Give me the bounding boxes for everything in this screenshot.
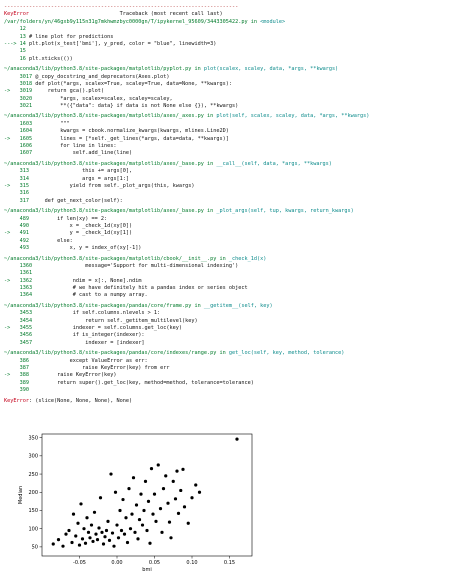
scatter-point <box>91 540 94 543</box>
code-line <box>4 183 470 190</box>
frame-file-path: /var/folders/yn/46gxb9y115n31g7mkhwmzbyc0000gn/T/ipykernel_95609/3443305422.py in <box>4 18 261 25</box>
code-text: message='Support for multi-dimensional indexing') <box>35 262 239 269</box>
line-number: 490 <box>19 222 29 229</box>
scatter-point <box>148 542 151 545</box>
scatter-point <box>147 500 150 503</box>
code-line <box>4 387 470 394</box>
scatter-point <box>114 491 117 494</box>
line-number: 12 <box>19 26 26 33</box>
scatter-point <box>187 522 190 525</box>
current-line-arrow: -> <box>4 230 20 237</box>
line-number: 1603 <box>19 120 33 127</box>
line-number: 492 <box>19 237 29 244</box>
code-text: args = args[1:] <box>32 175 129 182</box>
scatter-point <box>126 541 129 544</box>
line-number: 493 <box>19 245 29 252</box>
code-text: if self.columns.nlevels > 1: <box>35 310 161 317</box>
scatter-point <box>123 533 126 536</box>
scatter-point <box>141 523 144 526</box>
current-line-arrow <box>4 380 20 386</box>
code-text: # cast to a numpy array. <box>35 292 148 299</box>
code-text: return super().get_loc(key, method=method, tolerance=tolerance) <box>32 379 254 386</box>
line-number: 317 <box>19 197 29 204</box>
line-number: 1360 <box>19 262 33 269</box>
code-text: except ValueError as err: <box>32 357 148 364</box>
x-tick-label: 0.10 <box>186 560 198 566</box>
code-text: if is_integer(indexer): <box>35 332 145 339</box>
scatter-point <box>93 511 96 514</box>
code-text: this += args[0], <box>32 168 133 175</box>
scatter-point <box>96 538 99 541</box>
scatter-point <box>100 531 103 534</box>
scatter-point <box>70 541 73 544</box>
current-line-arrow <box>4 216 20 222</box>
scatter-point <box>136 537 139 540</box>
code-line <box>4 340 470 347</box>
scatter-point <box>144 480 147 483</box>
current-line-arrow <box>4 358 20 364</box>
code-line <box>4 74 470 81</box>
code-line <box>4 136 470 143</box>
scatter-point <box>153 492 156 495</box>
scatter-point <box>81 537 84 540</box>
scatter-point <box>88 536 91 539</box>
scatter-point <box>190 496 193 499</box>
frame-path <box>4 19 470 26</box>
current-line-arrow: -> <box>4 325 20 332</box>
scatter-point <box>79 502 82 505</box>
current-line-arrow <box>4 238 20 244</box>
traceback-separator <box>4 4 470 11</box>
line-number: 3017 <box>19 73 33 80</box>
code-text: """ <box>35 120 70 127</box>
scatter-point <box>111 531 114 534</box>
line-number: 1361 <box>19 270 33 277</box>
current-line-arrow <box>4 245 20 251</box>
current-line-arrow <box>4 318 20 324</box>
scatter-point <box>183 505 186 508</box>
code-line <box>4 34 470 41</box>
scatter-point <box>85 516 88 519</box>
code-text: indexer = [indexer] <box>35 339 145 346</box>
code-line <box>4 365 470 372</box>
code-line <box>4 380 470 387</box>
scatter-point <box>127 487 130 490</box>
frame-function: <module> <box>260 18 286 25</box>
code-line <box>4 325 470 332</box>
y-tick-label: 150 <box>28 508 38 515</box>
scatter-point <box>97 526 100 529</box>
code-text: kwargs = cbook.normalize_kwargs(kwargs, mlines.Line2D) <box>35 128 229 135</box>
scatter-point <box>52 542 55 545</box>
x-axis-label: bmi <box>142 567 152 573</box>
frame-function: plot(self, scalex, scaley, data, *args, **kwargs) <box>216 113 370 120</box>
line-number: 1606 <box>19 143 33 150</box>
y-tick-label: 50 <box>31 544 38 551</box>
scatter-point <box>135 503 138 506</box>
frame-path <box>4 303 470 310</box>
line-number: 3453 <box>19 310 33 317</box>
scatter-point <box>129 527 132 530</box>
scatter-point <box>78 543 81 546</box>
final-error-label: KeyError <box>4 397 29 404</box>
line-number: 491 <box>19 230 29 237</box>
scatter-point <box>108 539 111 542</box>
code-line <box>4 168 470 175</box>
scatter-point <box>151 513 154 516</box>
frame-path <box>4 66 470 73</box>
code-line <box>4 358 470 365</box>
code-text: **({"data": data} if data is not None else {}), **kwargs) <box>35 103 239 110</box>
scatter-point <box>235 437 238 440</box>
scatter-chart <box>14 428 260 576</box>
traceback-output <box>4 4 470 405</box>
line-number: 1362 <box>19 277 33 284</box>
frame-function: __call__(self, data, *args, **kwargs) <box>216 160 332 167</box>
current-line-arrow: ---> <box>4 40 20 47</box>
code-line <box>4 238 470 245</box>
frame-file-path: ~/anaconda3/lib/python3.8/site-packages/matplotlib/axes/_base.py in <box>4 160 217 167</box>
y-tick-label: 350 <box>28 435 38 442</box>
code-text: *args, scalex=scalex, scaley=scaley, <box>35 95 173 102</box>
code-line <box>4 96 470 103</box>
y-tick-label: 250 <box>28 471 38 478</box>
current-line-arrow <box>4 74 20 80</box>
current-line-arrow <box>4 198 20 204</box>
code-line <box>4 143 470 150</box>
code-text: for line in lines: <box>35 143 117 150</box>
current-line-arrow <box>4 143 20 149</box>
scatter-point <box>118 509 121 512</box>
current-line-arrow <box>4 56 20 62</box>
line-number: 3020 <box>19 95 33 102</box>
frame-file-path: ~/anaconda3/lib/python3.8/site-packages/pandas/core/indexes/range.py in <box>4 350 229 357</box>
code-text: raise KeyError(key) <box>32 372 117 379</box>
frame-file-path: ~/anaconda3/lib/python3.8/site-packages/matplotlib/pyplot.py in <box>4 66 204 73</box>
code-text: # line plot for predictions <box>29 33 114 40</box>
scatter-point <box>174 497 177 500</box>
scatter-point <box>132 476 135 479</box>
frame-path <box>4 350 470 357</box>
traceback-header <box>4 11 470 18</box>
scatter-point <box>109 472 112 475</box>
scatter-point <box>124 516 127 519</box>
code-line <box>4 270 470 277</box>
code-line <box>4 372 470 379</box>
code-line <box>4 88 470 95</box>
code-text: plt.plot(x_test['bmi'], y_pred, color = "blue", linewidth=3) <box>29 40 217 47</box>
scatter-point <box>117 536 120 539</box>
line-number: 387 <box>19 364 29 371</box>
line-number: 3021 <box>19 103 33 110</box>
current-line-arrow <box>4 26 20 32</box>
line-number: 1604 <box>19 128 33 135</box>
current-line-arrow: -> <box>4 277 20 284</box>
line-number: 386 <box>19 357 29 364</box>
scatter-point <box>74 534 77 537</box>
scatter-point <box>130 513 133 516</box>
code-line <box>4 245 470 252</box>
scatter-point <box>82 527 85 530</box>
scatter-point <box>181 468 184 471</box>
current-line-arrow <box>4 332 20 338</box>
scatter-point <box>169 536 172 539</box>
scatter-point <box>99 496 102 499</box>
scatter-point <box>175 470 178 473</box>
code-line <box>4 121 470 128</box>
current-line-arrow <box>4 365 20 371</box>
current-line-arrow <box>4 310 20 316</box>
frame-file-path: ~/anaconda3/lib/python3.8/site-packages/matplotlib/axes/_axes.py in <box>4 113 217 120</box>
current-line-arrow <box>4 223 20 229</box>
frame-function: plot(scalex, scaley, data, *args, **kwargs) <box>203 66 339 73</box>
current-line-arrow <box>4 168 20 174</box>
frame-path <box>4 256 470 263</box>
error-name: KeyError <box>4 11 29 18</box>
current-line-arrow <box>4 121 20 127</box>
y-tick-label: 200 <box>28 489 38 496</box>
scatter-point <box>57 538 60 541</box>
line-number: 388 <box>19 372 29 379</box>
code-line <box>4 56 470 63</box>
code-text: return self._getitem_multilevel(key) <box>35 317 198 324</box>
code-line <box>4 41 470 48</box>
code-text: self.add_line(line) <box>35 150 133 157</box>
line-number: 15 <box>19 48 26 55</box>
scatter-point <box>106 520 109 523</box>
scatter-point <box>157 463 160 466</box>
line-number: 13 <box>19 33 26 40</box>
scatter-point <box>90 523 93 526</box>
current-line-arrow <box>4 128 20 134</box>
line-number: 3456 <box>19 332 33 339</box>
code-text: if len(xy) == 2: <box>32 215 108 222</box>
line-number: 1364 <box>19 292 33 299</box>
scatter-point <box>84 542 87 545</box>
scatter-point <box>72 513 75 516</box>
line-number: 315 <box>19 182 29 189</box>
scatter-point <box>67 529 70 532</box>
code-text: lines = [*self._get_lines(*args, data=data, **kwargs)] <box>35 135 229 142</box>
current-line-arrow <box>4 96 20 102</box>
scatter-point <box>168 521 171 524</box>
scatter-point <box>64 533 67 536</box>
scatter-point <box>115 523 118 526</box>
current-line-arrow <box>4 340 20 346</box>
line-number: 313 <box>19 168 29 175</box>
scatter-point <box>159 507 162 510</box>
current-line-arrow <box>4 292 20 298</box>
code-text: # we have definitely hit a pandas index or series object <box>35 285 248 292</box>
current-line-arrow: -> <box>4 135 20 142</box>
current-line-arrow <box>4 263 20 269</box>
frame-file-path: ~/anaconda3/lib/python3.8/site-packages/matplotlib/axes/_base.py in <box>4 208 217 215</box>
code-line <box>4 48 470 55</box>
scatter-point <box>87 531 90 534</box>
code-text: x = _check_1d(xy[0]) <box>32 222 133 229</box>
code-line <box>4 310 470 317</box>
y-tick-label: 100 <box>28 526 38 533</box>
frame-function: __getitem__(self, key) <box>203 302 273 309</box>
code-text: return gca().plot( <box>35 88 104 95</box>
frame-function: _plot_args(self, tup, kwargs, return_kwargs) <box>216 208 354 215</box>
current-line-arrow <box>4 190 20 196</box>
code-line <box>4 223 470 230</box>
scatter-point <box>179 489 182 492</box>
code-line <box>4 285 470 292</box>
scatter-point <box>133 531 136 534</box>
code-text: @_copy_docstring_and_deprecators(Axes.plot) <box>35 73 170 80</box>
frame-path <box>4 208 470 215</box>
scatter-point <box>138 518 141 521</box>
code-text: def get_next_color(self): <box>32 197 123 204</box>
x-tick-label: 0.15 <box>223 560 236 566</box>
line-number: 489 <box>19 215 29 222</box>
line-number: 389 <box>19 379 29 386</box>
scatter-point <box>142 509 145 512</box>
y-tick-label: 300 <box>28 453 38 460</box>
scatter-point <box>177 512 180 515</box>
x-tick-label: -0.05 <box>73 560 86 566</box>
line-number: 1605 <box>19 135 33 142</box>
current-line-arrow: -> <box>4 88 20 95</box>
frame-file-path: ~/anaconda3/lib/python3.8/site-packages/matplotlib/cbook/__init__.py in <box>4 255 229 262</box>
code-text: y = _check_1d(xy[1]) <box>32 230 133 237</box>
scatter-point <box>76 522 79 525</box>
scatter-point <box>103 535 106 538</box>
line-number: 1363 <box>19 285 33 292</box>
final-error-message: : (slice(None, None, None), None) <box>29 397 133 404</box>
line-number: 316 <box>19 190 29 197</box>
scatter-point <box>102 542 105 545</box>
current-line-arrow <box>4 34 20 40</box>
code-text: yield from self._plot_args(this, kwargs) <box>32 182 195 189</box>
line-number: 314 <box>19 175 29 182</box>
scatter-point <box>139 492 142 495</box>
traceback-header-text: Traceback (most recent call last) <box>119 11 223 18</box>
scatter-point <box>94 533 97 536</box>
frame-path <box>4 161 470 168</box>
current-line-arrow <box>4 285 20 291</box>
line-number: 390 <box>19 387 29 394</box>
scatter-point <box>172 480 175 483</box>
code-line <box>4 263 470 270</box>
code-text: else: <box>32 237 73 244</box>
scatter-point <box>120 529 123 532</box>
code-line <box>4 150 470 157</box>
code-line <box>4 81 470 88</box>
scatter-point <box>198 491 201 494</box>
code-text: plt.xticks(()) <box>29 55 73 62</box>
current-line-arrow <box>4 48 20 54</box>
code-line <box>4 176 470 183</box>
scatter-point <box>145 529 148 532</box>
code-text: ndim = x[:, None].ndim <box>35 277 142 284</box>
code-line <box>4 292 470 299</box>
frame-function: get_loc(self, key, method, tolerance) <box>228 350 345 357</box>
scatter-point <box>194 483 197 486</box>
current-line-arrow <box>4 103 20 109</box>
scatter-point <box>112 545 115 548</box>
frame-file-path: ~/anaconda3/lib/python3.8/site-packages/pandas/core/frame.py in <box>4 302 204 309</box>
current-line-arrow <box>4 387 20 393</box>
code-text: raise KeyError(key) from err <box>32 364 170 371</box>
line-number: 3455 <box>19 325 33 332</box>
line-number: 1607 <box>19 150 33 157</box>
current-line-arrow <box>4 270 20 276</box>
line-number: 3019 <box>19 88 33 95</box>
separator-text: --------------------------------------------------------------------------- <box>4 4 239 10</box>
scatter-point <box>121 498 124 501</box>
x-tick-label: 0.00 <box>111 560 123 566</box>
code-line <box>4 278 470 285</box>
scatter-point <box>105 529 108 532</box>
scatter-point <box>160 531 163 534</box>
line-number: 3018 <box>19 80 33 87</box>
code-text: indexer = self.columns.get_loc(key) <box>35 325 183 332</box>
code-line <box>4 216 470 223</box>
frame-function: _check_1d(x) <box>228 255 267 262</box>
code-line <box>4 128 470 135</box>
x-tick-label: 0.05 <box>148 560 161 566</box>
code-text: x, y = index_of(xy[-1]) <box>32 245 142 252</box>
line-number: 14 <box>19 40 26 47</box>
line-number: 3454 <box>19 317 33 324</box>
scatter-point <box>162 487 165 490</box>
y-axis-label: Median <box>18 485 24 505</box>
line-number: 16 <box>19 55 26 62</box>
scatter-point <box>150 467 153 470</box>
final-error <box>4 398 470 405</box>
frame-path <box>4 113 470 120</box>
current-line-arrow <box>4 150 20 156</box>
scatter-point <box>61 545 64 548</box>
plot-frame <box>42 434 252 556</box>
current-line-arrow <box>4 81 20 87</box>
current-line-arrow: -> <box>4 182 20 189</box>
line-number: 3457 <box>19 339 33 346</box>
code-line <box>4 332 470 339</box>
code-line <box>4 190 470 197</box>
code-line <box>4 103 470 110</box>
code-line <box>4 198 470 205</box>
current-line-arrow <box>4 176 20 182</box>
code-line <box>4 26 470 33</box>
code-line <box>4 230 470 237</box>
scatter-point <box>154 520 157 523</box>
code-line <box>4 318 470 325</box>
scatter-point <box>164 474 167 477</box>
code-text: def plot(*args, scalex=True, scaley=True, data=None, **kwargs): <box>35 80 233 87</box>
current-line-arrow: -> <box>4 372 20 379</box>
scatter-point <box>166 502 169 505</box>
